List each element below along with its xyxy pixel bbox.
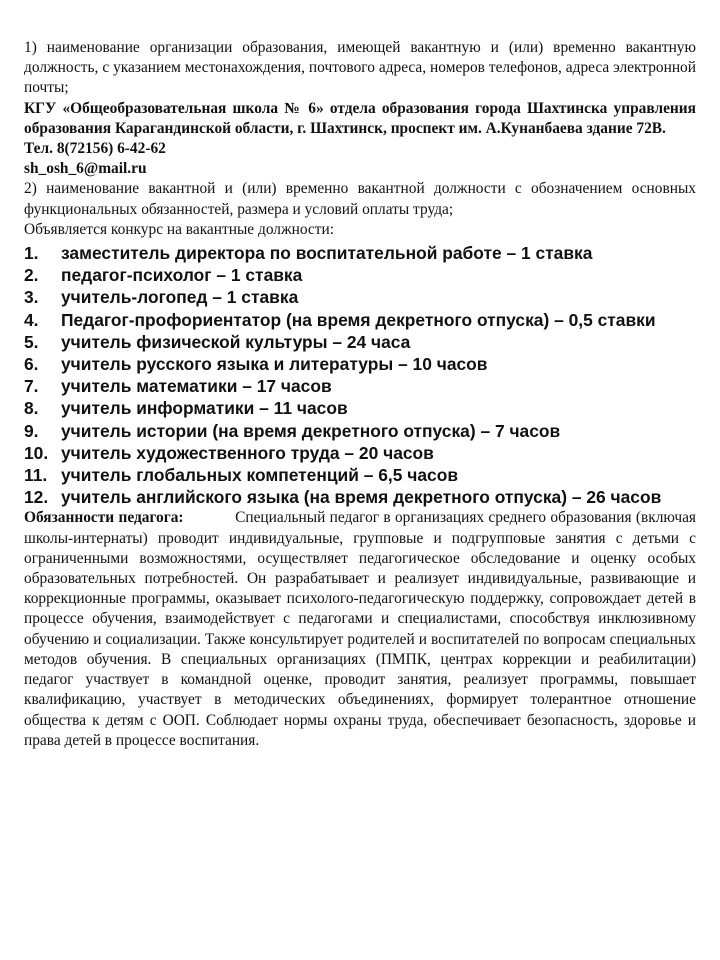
vacancy-number: 4. (24, 309, 39, 330)
vacancy-item (24, 375, 696, 397)
section1-intro: 1) наименование организации образования, имеющей вакантную и (или) временно вакантную должность, с указанием местонахождения, почтового адреса, номеров телефонов, адреса электронной почты; (24, 39, 696, 97)
vacancy-number: 5. (24, 331, 39, 352)
vacancy-item (24, 331, 696, 353)
duties-text: Специальный педагог в организациях среднего образования (включая школы-интернаты) проводит индивидуальные, групповые и подгрупповые занятия с детьми с ограниченными возможностями, осуществляет педагогическое обследование и оценку особых образовательных потребностей. Он разрабатывает и реализует индивидуальные, развивающие и коррекционные программы, оказывает психолого-педагогическую поддержку, сопровождает детей в процессе обучения, взаимодействует с педагогами и специалистами, способствуя инклюзивному обучению и социализации. Также консультирует родителей и воспитателей по вопросам специальных методов обучения. В специальных организациях (ПМПК, центрах коррекции и реабилитации) педагог участвует в командной оценке, проводит занятия, реализует программы, повышает квалификацию, участвует в методических объединениях, формирует толерантное отношение общества к детям с ООП. Соблюдает нормы охраны труда, обеспечивает безопасность, здоровье и права детей в процессе воспитания. (24, 509, 696, 749)
organization-name: КГУ «Общеобразовательная школа № 6» отдела образования города Шахтинска управления образования Карагандинской области, г. Шахтинск, проспект им. А.Кунанбаева здание 72В. (24, 99, 696, 137)
announcement: Объявляется конкурс на вакантные должности: (24, 220, 335, 238)
section2-intro: 2) наименование вакантной и (или) временно вакантной должности с обозначением основных функциональных обязанностей, размера и условий оплаты труда; (24, 180, 696, 218)
vacancy-text: учитель русского языка и литературы – 10 часов (61, 354, 488, 375)
email-address: sh_osh_6@mail.ru (24, 160, 147, 178)
vacancy-item (24, 353, 696, 375)
vacancy-number: 7. (24, 376, 39, 397)
vacancy-item (24, 486, 696, 508)
vacancy-item (24, 286, 696, 308)
vacancy-text: учитель истории (на время декретного отпуска) – 7 часов (61, 420, 561, 441)
vacancy-list (24, 242, 696, 508)
vacancy-number: 8. (24, 398, 39, 419)
vacancy-text: педагог-психолог – 1 ставка (61, 265, 303, 286)
vacancy-number: 11. (24, 465, 48, 486)
vacancy-text: учитель английского языка (на время декретного отпуска) – 26 часов (61, 487, 662, 508)
vacancy-text: учитель глобальных компетенций – 6,5 часов (61, 465, 459, 486)
vacancy-text: учитель математики – 17 часов (61, 376, 332, 397)
phone-number: Тел. 8(72156) 6-42-62 (24, 140, 166, 158)
vacancy-item (24, 420, 696, 442)
vacancy-number: 9. (24, 420, 39, 441)
vacancy-text: учитель-логопед – 1 ставка (61, 287, 299, 308)
duties-heading: Обязанности педагога: (24, 509, 184, 527)
vacancy-number: 12. (24, 487, 49, 508)
vacancy-number: 3. (24, 287, 39, 308)
vacancy-item (24, 242, 696, 264)
document-page (24, 38, 696, 751)
vacancy-number: 2. (24, 265, 39, 286)
vacancy-item (24, 397, 696, 419)
vacancy-item (24, 442, 696, 464)
vacancy-item (24, 464, 696, 486)
vacancy-item (24, 264, 696, 286)
vacancy-number: 10. (24, 442, 49, 463)
vacancy-text: Педагог-профориентатор (на время декретного отпуска) – 0,5 ставки (61, 309, 656, 330)
vacancy-text: учитель художественного труда – 20 часов (61, 442, 434, 463)
vacancy-number: 1. (24, 243, 39, 264)
vacancy-number: 6. (24, 354, 39, 375)
vacancy-text: заместитель директора по воспитательной работе – 1 ставка (61, 243, 593, 264)
vacancy-item (24, 309, 696, 331)
vacancy-text: учитель информатики – 11 часов (61, 398, 348, 419)
duties-paragraph (24, 508, 696, 750)
vacancy-text: учитель физической культуры – 24 часа (61, 331, 411, 352)
